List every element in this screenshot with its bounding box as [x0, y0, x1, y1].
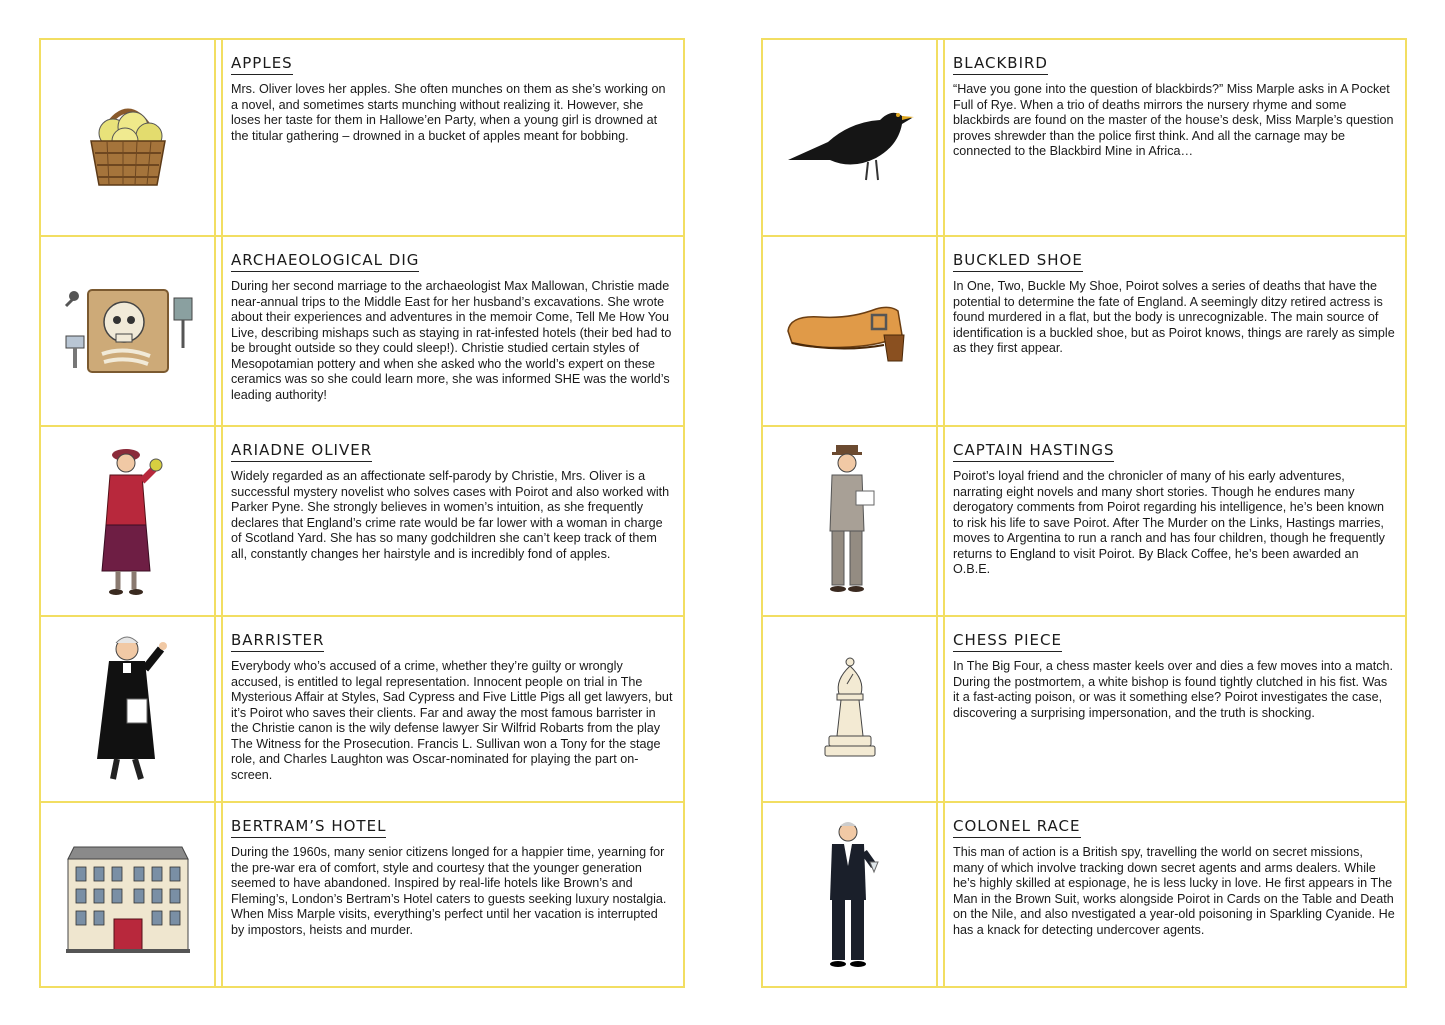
skull-dig-tools-icon — [49, 237, 207, 425]
white-bishop-icon — [771, 617, 929, 801]
barrister-in-gown-icon — [49, 617, 207, 801]
entry-chess-piece — [763, 617, 1405, 801]
entry-barrister — [41, 617, 683, 801]
hotel-facade-icon — [49, 803, 207, 988]
man-in-suit-reading-icon — [771, 427, 929, 615]
man-in-tuxedo-icon — [771, 803, 929, 988]
entry-title: CAPTAIN HASTINGS — [953, 441, 1114, 462]
blackbird-icon — [771, 40, 929, 231]
entry-title: ARCHAEOLOGICAL DIG — [231, 251, 419, 272]
entry-title: CHESS PIECE — [953, 631, 1062, 652]
buckled-shoe-icon — [771, 237, 929, 425]
entry-body: In The Big Four, a chess master keels over and dies a few moves into a match. During the postmortem, a white bishop is found tightly clutched in his fist. Was it a fast-acting poison, or was it something else? Poirot investigates the case, discovering a surprising impersonation, and the truth is shocking. — [953, 659, 1394, 720]
entry-captain-hastings — [763, 427, 1405, 615]
entry-title: BUCKLED SHOE — [953, 251, 1083, 272]
entry-body: In One, Two, Buckle My Shoe, Poirot solves a series of deaths that have the potential to determine the fate of England. A seemingly ditzy retired actress is found murdered in a flat, but the body is unrecognizable. The main source of identification is a buckled shoe, but as Poirot knows, things are rarely as simple as they first appear. — [953, 279, 1395, 355]
entry-body: Widely regarded as an affectionate self-parody by Christie, Mrs. Oliver is a successful mystery novelist who solves cases with Poirot and also worked with Parker Pyne. She strongly believes in women’s intuition, as she frequently declares that England’s crime rate would be far lower with a woman in charge of Scotland Yard. She has so many godchildren she can’t keep track of them all, constantly changes her hairstyle and is incredibly fond of apples. — [231, 469, 670, 561]
entry-body: Mrs. Oliver loves her apples. She often munches on them as she’s working on a novel, and sometimes starts munching without realizing it. However, she loses her taste for them in Hallowe’en Party, when a young girl is drowned at the titular gathering – drowned in a bucket of apples meant for bobbing. — [231, 82, 666, 143]
right-page — [761, 38, 1407, 988]
entry-blackbird — [763, 40, 1405, 231]
entry-body: During the 1960s, many senior citizens longed for a happier time, yearning for the pre-war era of comfort, style and courtesy that the younger generation seemed to have abandoned. Inspired by real-life hotels like Brown’s and Fleming’s, London’s Bertram’s Hotel caters to guests seeking luxury nostalgia. When Miss Marple visits, everything’s perfect until her vacation is interrupted by impostors, heists and murder. — [231, 845, 667, 937]
entry-title: BLACKBIRD — [953, 54, 1048, 75]
entry-body: This man of action is a British spy, travelling the world on secret missions, many of which involve tracking down secret agents and arms dealers. While he’s highly skilled at espionage, he is less lucky in love. He first appears in The Man in the Brown Suit, works alongside Poirot in Cards on the Table and Death on the Nile, and also nvestigated a year-old poisoning in Sparkling Cyanide. He has a knack for detecting undercover agents. — [953, 845, 1395, 937]
entry-title: ARIADNE OLIVER — [231, 441, 372, 462]
apple-basket-icon — [49, 40, 207, 231]
entry-title: APPLES — [231, 54, 293, 75]
entry-title: COLONEL RACE — [953, 817, 1081, 838]
left-page — [39, 38, 685, 988]
entry-ariadne-oliver — [41, 427, 683, 615]
entry-body: Everybody who’s accused of a crime, whether they’re guilty or wrongly accused, is entitled to legal representation. Innocent people on trial in The Mysterious Affair at Styles, Sad Cypress and Five Little Pigs all get lawyers, but it’s Poirot who saves their clients. Far and away the most famous barrister in the Christie canon is the wily defense lawyer Sir Wilfrid Robarts from the play The Witness for the Prosecution. Francis L. Sullivan won a Tony for the stage role, and Charles Laughton was Oscar-nominated for playing the part on-screen. — [231, 659, 673, 782]
entry-title: BARRISTER — [231, 631, 324, 652]
woman-with-apple-icon — [49, 427, 207, 615]
entry-body: “Have you gone into the question of blackbirds?” Miss Marple asks in A Pocket Full of Rye. When a trio of deaths mirrors the nursery rhyme and some blackbirds are found on the master of the house’s desk, Miss Marple’s question proves shrewder than the police first think. And all the carnage may be connected to the Blackbird Mine in Africa… — [953, 82, 1394, 158]
entry-apples — [41, 40, 683, 231]
entry-body: Poirot’s loyal friend and the chronicler of many of his early adventures, narrating eight novels and many short stories. Though he endures many derogatory comments from Poirot regarding his intelligence, he’s been known to risk his life to save Poirot. After The Murder on the Links, Hastings marries, moves to Argentina to run a ranch and has four children, though he frequently returns to England to visit Poirot. By Black Coffee, he’s been awarded an O.B.E. — [953, 469, 1385, 576]
entry-colonel-race — [763, 803, 1405, 988]
entry-archaeological-dig — [41, 237, 683, 425]
entry-title: BERTRAM’S HOTEL — [231, 817, 386, 838]
entry-buckled-shoe — [763, 237, 1405, 425]
entry-body: During her second marriage to the archaeologist Max Mallowan, Christie made near-annual trips to the Middle East for her husband’s excavations. She wrote about their experiences and adventures in the memoir Come, Tell Me How You Live, describing mishaps such as staying in rat-infested hotels (their bed had to be brought outside so they could sleep!). Christie studied certain styles of Mesopotamian pottery and when she asked who the world’s expert on these ceramics was so she could learn more, she was informed SHE was the world’s leading authority! — [231, 279, 672, 402]
entry-bertrams-hotel — [41, 803, 683, 988]
